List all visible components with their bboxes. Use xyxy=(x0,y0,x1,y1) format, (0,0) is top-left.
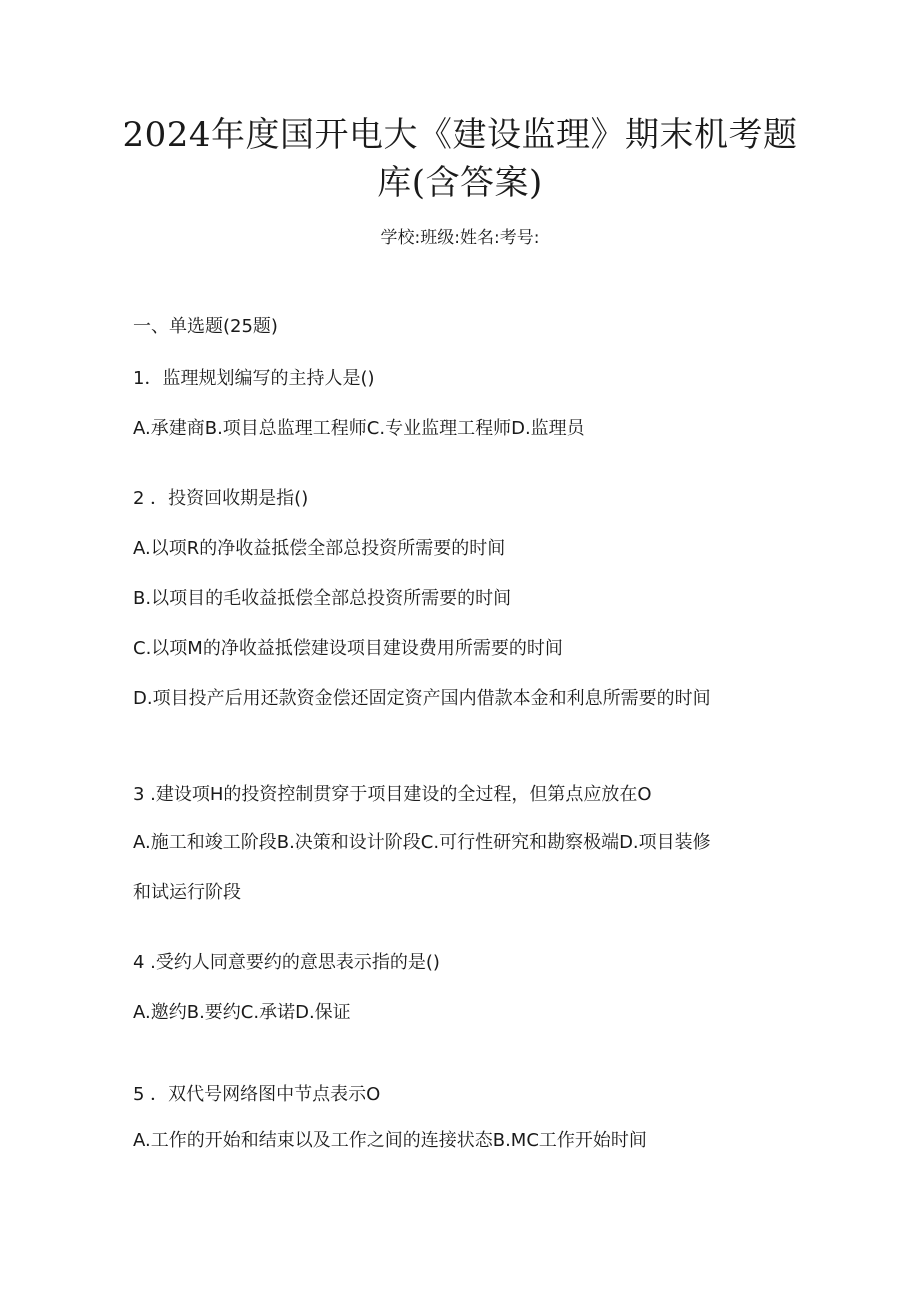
question-5-options: A.工作的开始和结束以及工作之间的连接状态B.MC工作开始时间 xyxy=(133,1130,647,1151)
student-info-fields: 学校:班级:姓名:考号: xyxy=(380,228,540,248)
question-2-option-c: C.以项M的净收益抵偿建设项目建设费用所需要的时间 xyxy=(133,638,563,659)
question-1-options: A.承建商B.项目总监理工程师C.专业监理工程师D.监理员 xyxy=(133,418,585,439)
question-3: 3 .建设项H的投资控制贯穿于项目建设的全过程，但第点应放在O xyxy=(133,784,652,805)
question-4: 4 .受约人同意要约的意思表示指的是() xyxy=(133,952,440,973)
document-title-line-2: 库(含答案) xyxy=(377,163,543,203)
section-heading: 一、单选题(25题) xyxy=(133,316,278,337)
question-2-option-d: D.项目投产后用还款资金偿还固定资产国内借款本金和利息所需要的时间 xyxy=(133,688,711,709)
question-4-options: A.邀约B.要约C.承诺D.保证 xyxy=(133,1002,351,1023)
question-2-option-a: A.以项R的净收益抵偿全部总投资所需要的时间 xyxy=(133,538,506,559)
question-3-options-continued: 和试运行阶段 xyxy=(133,882,241,903)
question-3-options: A.施工和竣工阶段B.决策和设计阶段C.可行性研究和勘察极端D.项目装修 xyxy=(133,832,711,853)
document-title-line-1: 2024年度国开电大《建设监理》期末机考题 xyxy=(122,115,798,155)
question-2-option-b: B.以项目的毛收益抵偿全部总投资所需要的时间 xyxy=(133,588,512,609)
question-5: 5 ．双代号网络图中节点表示O xyxy=(133,1084,381,1105)
question-2: 2 ．投资回收期是指() xyxy=(133,488,309,509)
question-1: 1．监理规划编写的主持人是() xyxy=(133,368,375,389)
